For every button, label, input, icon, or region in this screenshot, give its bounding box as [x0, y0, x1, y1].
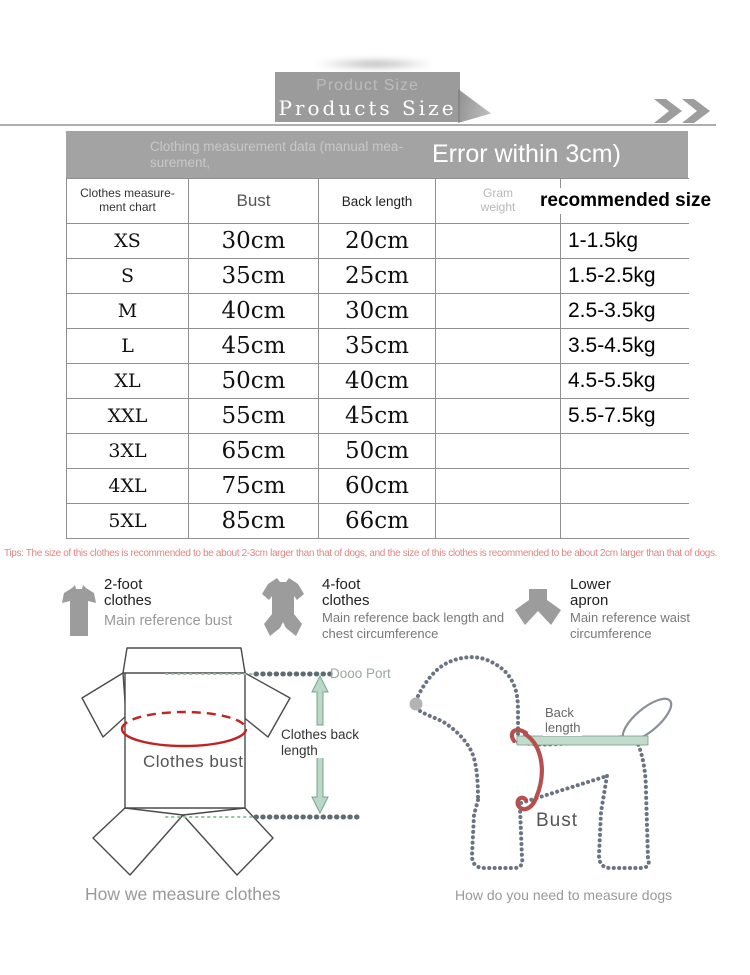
table-row: S 35cm 25cm 1.5-2.5kg — [67, 259, 689, 294]
tshirt-icon — [62, 584, 96, 636]
dooo-port-label: Dooo Port — [330, 666, 391, 681]
dog-diagram — [395, 640, 695, 885]
title-box — [275, 72, 460, 122]
table-row: XS 30cm 20cm 1-1.5kg — [67, 224, 689, 259]
clothes-back-length-label: Clothes back length — [281, 727, 360, 758]
table-row: M 40cm 30cm 2.5-3.5kg — [67, 294, 689, 329]
col-header-recommended-size: recommended size — [561, 179, 689, 224]
dog-nose — [410, 698, 423, 711]
table-row: 3XL 65cm 50cm — [67, 434, 689, 469]
banner-note: Clothing measurement data (manual mea- surement, — [150, 139, 403, 170]
col-header-gram-weight: Gram weight — [436, 179, 561, 224]
dog-back-length-label: Back length — [545, 705, 581, 735]
clothes-caption: How we measure clothes — [85, 884, 281, 904]
title-small: Product Size — [316, 77, 419, 94]
legend-4foot: 4-foot clothes Main reference back length and chest circumference — [322, 577, 507, 641]
double-chevron-icon — [654, 99, 716, 123]
table-row: L 45cm 35cm 3.5-4.5kg — [67, 329, 689, 364]
back-length-arrow-up — [312, 676, 328, 725]
title-box-shadow — [458, 89, 491, 123]
clothes-bust-label: Clothes bust — [143, 752, 244, 771]
banner-error-note: Error within 3cm) — [432, 140, 621, 168]
dog-caption: How do you need to measure dogs — [455, 887, 673, 903]
table-row: 5XL 85cm 66cm — [67, 504, 689, 539]
clothes-diagram — [60, 645, 405, 900]
tips-text: Tips: The size of this clothes is recommended to be about 2-3cm larger than that of dogs, and the size of this clothes is recommended to be about 2cm larger than that of dogs. — [4, 548, 718, 559]
page-title: Products Size — [278, 96, 457, 120]
legend-apron: Lower apron Main reference waist circumference — [570, 576, 690, 641]
table-banner — [66, 131, 688, 178]
legend-2foot: 2-foot clothes Main reference bust — [104, 576, 233, 630]
legend-apron-desc: Main reference waist circumference — [570, 610, 690, 641]
dog-bust-label: Bust — [536, 810, 579, 831]
table-row: 4XL 75cm 60cm — [67, 469, 689, 504]
divider-line — [0, 124, 716, 126]
jumpsuit-icon — [254, 576, 312, 640]
dog-outline — [418, 657, 649, 868]
size-table-section — [66, 131, 712, 539]
size-table — [66, 178, 712, 539]
col-header-back-length: Back length — [319, 179, 436, 224]
legend-4foot-desc: Main reference back length and chest circumference — [322, 610, 505, 641]
table-row: XXL 55cm 45cm 5.5-7.5kg — [67, 399, 689, 434]
col-header-bust: Bust — [189, 179, 319, 224]
legend-2foot-desc: Main reference bust — [104, 613, 233, 630]
apron-icon — [514, 589, 562, 627]
col-header-chart: Clothes measure- ment chart — [67, 179, 189, 224]
table-row: XL 50cm 40cm 4.5-5.5kg — [67, 364, 689, 399]
back-length-arrow-down — [312, 756, 328, 813]
table-header-row — [67, 179, 689, 224]
title-smudge-shadow — [315, 58, 435, 70]
